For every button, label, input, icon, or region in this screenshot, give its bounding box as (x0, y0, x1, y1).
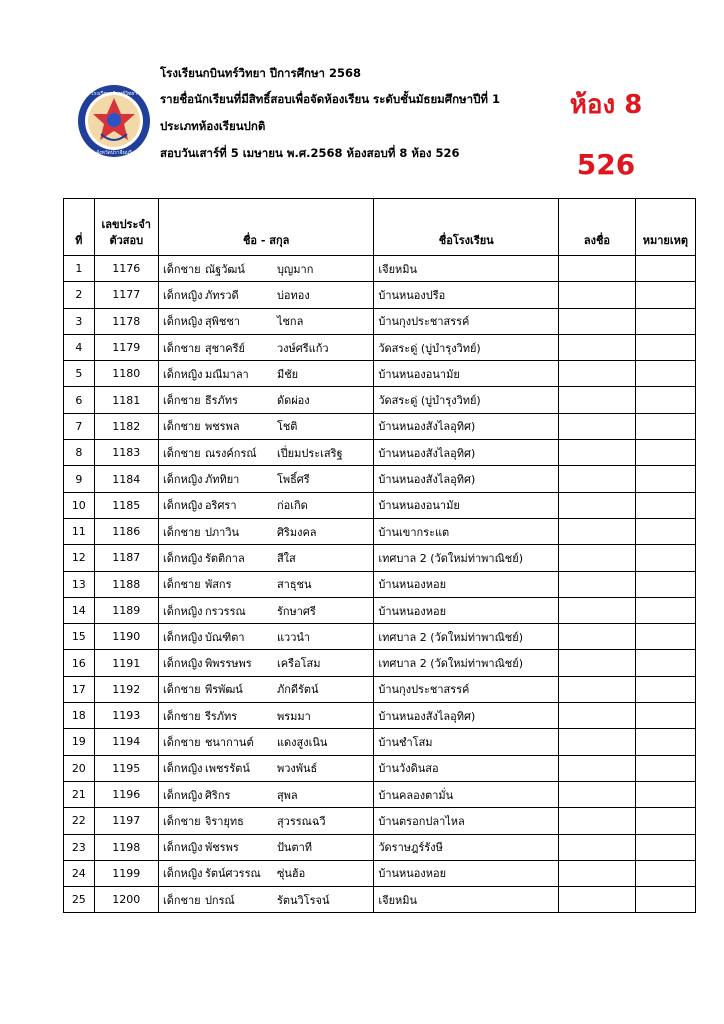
name-prefix: เด็กหญิง (162, 288, 203, 302)
signature-cell (559, 413, 636, 439)
name-prefix: เด็กหญิง (162, 551, 203, 565)
exam-id: 1187 (94, 545, 158, 571)
name-last: ศิริมงคล (276, 525, 317, 539)
name-prefix: เด็กชาย (162, 578, 201, 592)
student-name (158, 887, 373, 913)
name-prefix: เด็กหญิง (162, 630, 203, 644)
exam-id: 1181 (94, 387, 158, 413)
row-number: 6 (64, 387, 95, 413)
table-row (64, 545, 696, 571)
student-name (158, 334, 373, 360)
remarks-cell (635, 755, 695, 781)
table-row (64, 597, 696, 623)
school-name: วัดราษฎร์รังษี (374, 834, 559, 860)
school-name: บ้านหนองหอย (374, 571, 559, 597)
school-name: บ้านวังดินสอ (374, 755, 559, 781)
name-first: ชนากานต์ (204, 735, 254, 749)
student-name (158, 282, 373, 308)
signature-cell (559, 518, 636, 544)
name-prefix: เด็กชาย (162, 446, 201, 460)
name-first: พัสกร (204, 578, 232, 592)
name-prefix: เด็กชาย (162, 525, 201, 539)
school-name: บ้านหนองสังไลอุทิศ) (374, 703, 559, 729)
student-name (158, 729, 373, 755)
name-last: โชติ (276, 420, 298, 434)
signature-cell (559, 650, 636, 676)
name-last: มีชัย (276, 367, 299, 381)
school-name: วัดสระดู่ (บู่บำรุงวิทย์) (374, 387, 559, 413)
remarks-cell (635, 466, 695, 492)
exam-id: 1185 (94, 492, 158, 518)
name-first: เพชรรัตน์ (204, 762, 250, 776)
name-last: บุญมาก (276, 262, 314, 276)
exam-id: 1180 (94, 361, 158, 387)
name-first: ธีรภัทร (204, 394, 238, 408)
name-last: เครือโสม (276, 657, 321, 671)
name-first: รัตติกาล (204, 551, 245, 565)
exam-id: 1178 (94, 308, 158, 334)
table-row (64, 334, 696, 360)
header-exam-id-line2: ตัวสอบ (109, 234, 144, 247)
name-prefix: เด็กหญิง (162, 788, 203, 802)
name-prefix: เด็กชาย (162, 262, 201, 276)
exam-id: 1177 (94, 282, 158, 308)
logo-bottom-text: จังหวัดปราจีนบุรี (96, 150, 132, 156)
table-row (64, 518, 696, 544)
row-number: 24 (64, 860, 95, 886)
table-row (64, 308, 696, 334)
remarks-cell (635, 571, 695, 597)
name-first: สุพิชชา (204, 315, 241, 329)
school-name: บ้านชำโสม (374, 729, 559, 755)
school-name: บ้านหนองสังไลอุทิศ) (374, 413, 559, 439)
name-prefix: เด็กหญิง (162, 762, 203, 776)
exam-id: 1193 (94, 703, 158, 729)
header-name: ชื่อ - สกุล (158, 199, 373, 256)
exam-id: 1179 (94, 334, 158, 360)
remarks-cell (635, 361, 695, 387)
name-last: บ่อทอง (276, 288, 310, 302)
row-number: 17 (64, 676, 95, 702)
exam-id: 1197 (94, 808, 158, 834)
exam-id: 1183 (94, 440, 158, 466)
exam-id: 1191 (94, 650, 158, 676)
signature-cell (559, 755, 636, 781)
signature-cell (559, 808, 636, 834)
row-number: 2 (64, 282, 95, 308)
row-number: 14 (64, 597, 95, 623)
row-number: 18 (64, 703, 95, 729)
name-last: แววนำ (276, 630, 311, 644)
student-name (158, 361, 373, 387)
signature-cell (559, 361, 636, 387)
name-prefix: เด็กชาย (162, 683, 201, 697)
remarks-cell (635, 676, 695, 702)
student-name (158, 440, 373, 466)
name-prefix: เด็กหญิง (162, 315, 203, 329)
table-row (64, 834, 696, 860)
school-name: เจียหมิน (374, 256, 559, 282)
remarks-cell (635, 440, 695, 466)
student-name (158, 650, 373, 676)
table-row (64, 729, 696, 755)
table-row (64, 860, 696, 886)
row-number: 19 (64, 729, 95, 755)
remarks-cell (635, 729, 695, 755)
name-prefix: เด็กหญิง (162, 867, 203, 881)
remarks-cell (635, 834, 695, 860)
student-name (158, 256, 373, 282)
signature-cell (559, 466, 636, 492)
name-last: สาธุชน (276, 578, 312, 592)
table-row (64, 466, 696, 492)
name-last: วงษ์ศรีแก้ว (276, 341, 329, 355)
row-number: 13 (64, 571, 95, 597)
row-number: 4 (64, 334, 95, 360)
school-name: บ้านหนองอนามัย (374, 361, 559, 387)
name-first: ภัททิยา (204, 473, 240, 487)
remarks-cell (635, 808, 695, 834)
header-no: ที่ (64, 199, 95, 256)
name-last: ซุ่นฮ้อ (276, 867, 306, 881)
student-name (158, 518, 373, 544)
name-first: ณรงค์กรณ์ (204, 446, 257, 460)
school-name: บ้านหนองสังไลอุทิศ) (374, 440, 559, 466)
school-name: บ้านหนองหอย (374, 860, 559, 886)
name-prefix: เด็กหญิง (162, 473, 203, 487)
school-name: บ้านหนองปรือ (374, 282, 559, 308)
remarks-cell (635, 860, 695, 886)
exam-id: 1189 (94, 597, 158, 623)
row-number: 12 (64, 545, 95, 571)
school-name: บ้านหนองอนามัย (374, 492, 559, 518)
exam-id: 1198 (94, 834, 158, 860)
room-title: ห้อง 8 (569, 90, 643, 120)
exam-id: 1184 (94, 466, 158, 492)
signature-cell (559, 440, 636, 466)
table-row (64, 808, 696, 834)
table-row (64, 781, 696, 807)
signature-cell (559, 624, 636, 650)
header-remarks: หมายเหตุ (635, 199, 695, 256)
name-last: สีใส (276, 551, 296, 565)
school-year-line: โรงเรียนกบินทร์วิทยา ปีการศึกษา 2568 (160, 66, 362, 80)
signature-cell (559, 860, 636, 886)
exam-date-line: สอบวันเสาร์ที่ 5 เมษายน พ.ศ.2568 ห้องสอบที่ 8 ห้อง 526 (160, 146, 460, 160)
exam-id: 1192 (94, 676, 158, 702)
exam-id: 1195 (94, 755, 158, 781)
table-row (64, 703, 696, 729)
school-name: บ้านหนองสังไลอุทิศ) (374, 466, 559, 492)
student-name (158, 571, 373, 597)
student-name (158, 834, 373, 860)
table-row (64, 282, 696, 308)
row-number: 16 (64, 650, 95, 676)
exam-id: 1186 (94, 518, 158, 544)
name-prefix: เด็กชาย (162, 341, 201, 355)
name-first: รีรภัทร (204, 709, 238, 723)
signature-cell (559, 703, 636, 729)
header-school: ชื่อโรงเรียน (374, 199, 559, 256)
student-name (158, 703, 373, 729)
table-row (64, 361, 696, 387)
table-row (64, 387, 696, 413)
school-name: บ้านเขากระแต (374, 518, 559, 544)
remarks-cell (635, 650, 695, 676)
remarks-cell (635, 545, 695, 571)
name-first: พิพรรษพร (204, 657, 252, 671)
school-emblem-icon (77, 84, 151, 158)
name-last: ก่อเกิด (276, 499, 308, 513)
remarks-cell (635, 597, 695, 623)
student-name (158, 755, 373, 781)
exam-id: 1176 (94, 256, 158, 282)
signature-cell (559, 729, 636, 755)
school-name: บ้านตรอกปลาไหล (374, 808, 559, 834)
student-name (158, 466, 373, 492)
signature-cell (559, 676, 636, 702)
exam-id: 1196 (94, 781, 158, 807)
signature-cell (559, 545, 636, 571)
remarks-cell (635, 282, 695, 308)
signature-cell (559, 492, 636, 518)
exam-id: 1190 (94, 624, 158, 650)
logo-top-text: โรงเรียนกบินทร์วิทยา (91, 91, 137, 97)
name-last: ดัดผ่อง (276, 394, 310, 408)
name-first: พัชรพร (204, 841, 239, 855)
row-number: 3 (64, 308, 95, 334)
remarks-cell (635, 781, 695, 807)
remarks-cell (635, 703, 695, 729)
remarks-cell (635, 624, 695, 650)
signature-cell (559, 887, 636, 913)
signature-cell (559, 334, 636, 360)
signature-cell (559, 308, 636, 334)
table-row (64, 650, 696, 676)
student-name (158, 413, 373, 439)
header-signature: ลงชื่อ (559, 199, 636, 256)
name-last: สุพล (276, 788, 298, 802)
school-name: บ้านกุงประชาสรรค์ (374, 308, 559, 334)
signature-cell (559, 597, 636, 623)
student-name (158, 308, 373, 334)
table-row (64, 571, 696, 597)
row-number: 11 (64, 518, 95, 544)
remarks-cell (635, 887, 695, 913)
name-last: รักษาศรี (276, 604, 316, 618)
row-number: 25 (64, 887, 95, 913)
room-number: 526 (576, 148, 636, 181)
remarks-cell (635, 334, 695, 360)
name-first: อริศรา (204, 499, 237, 513)
signature-cell (559, 834, 636, 860)
name-prefix: เด็กหญิง (162, 499, 203, 513)
row-number: 10 (64, 492, 95, 518)
name-prefix: เด็กชาย (162, 893, 201, 907)
school-name: เทศบาล 2 (วัดใหม่ท่าพาณิชย์) (374, 650, 559, 676)
school-name: เทศบาล 2 (วัดใหม่ท่าพาณิชย์) (374, 545, 559, 571)
name-prefix: เด็กชาย (162, 420, 201, 434)
row-number: 20 (64, 755, 95, 781)
name-first: ศิริกร (204, 788, 231, 802)
exam-id: 1182 (94, 413, 158, 439)
student-name (158, 808, 373, 834)
table-row (64, 492, 696, 518)
name-prefix: เด็กชาย (162, 814, 201, 828)
name-last: ไชกล (276, 315, 304, 329)
signature-cell (559, 256, 636, 282)
school-name: บ้านหนองหอย (374, 597, 559, 623)
student-name (158, 676, 373, 702)
name-last: โพธิ์ศรี (276, 473, 310, 487)
table-row (64, 413, 696, 439)
student-name (158, 545, 373, 571)
name-prefix: เด็กหญิง (162, 657, 203, 671)
name-prefix: เด็กหญิง (162, 604, 203, 618)
student-name (158, 860, 373, 886)
class-type-line: ประเภทห้องเรียนปกติ (160, 119, 266, 133)
student-name (158, 492, 373, 518)
name-first: รัตน์ศวรรณ (204, 867, 261, 881)
school-name: บ้านกุงประชาสรรค์ (374, 676, 559, 702)
name-last: สุวรรณฉวี (276, 814, 326, 828)
student-name (158, 597, 373, 623)
table-row (64, 676, 696, 702)
signature-cell (559, 781, 636, 807)
name-last: ภักดีรัตน์ (276, 683, 319, 697)
remarks-cell (635, 308, 695, 334)
exam-id: 1194 (94, 729, 158, 755)
name-first: มณีมาลา (204, 367, 249, 381)
exam-id: 1199 (94, 860, 158, 886)
row-number: 23 (64, 834, 95, 860)
name-first: ปภาวิน (204, 525, 240, 539)
row-number: 9 (64, 466, 95, 492)
name-last: เปี่ยมประเสริฐ (276, 446, 343, 460)
student-name (158, 387, 373, 413)
row-number: 7 (64, 413, 95, 439)
remarks-cell (635, 387, 695, 413)
table-row (64, 440, 696, 466)
school-name: เจียหมิน (374, 887, 559, 913)
row-number: 15 (64, 624, 95, 650)
name-prefix: เด็กชาย (162, 394, 201, 408)
row-number: 1 (64, 256, 95, 282)
student-roster-table (63, 198, 696, 913)
remarks-cell (635, 256, 695, 282)
row-number: 22 (64, 808, 95, 834)
header-exam-id-line1: เลขประจำ (101, 218, 151, 231)
remarks-cell (635, 492, 695, 518)
name-last: แดงสูงเนิน (276, 735, 328, 749)
row-number: 5 (64, 361, 95, 387)
remarks-cell (635, 518, 695, 544)
name-first: บัณฑิตา (204, 630, 245, 644)
name-first: พีรพัฒน์ (204, 683, 243, 697)
exam-id: 1188 (94, 571, 158, 597)
table-body (64, 256, 696, 913)
name-last: พรมมา (276, 709, 311, 723)
school-name: เทศบาล 2 (วัดใหม่ท่าพาณิชย์) (374, 624, 559, 650)
signature-cell (559, 282, 636, 308)
name-first: ณัฐวัฒน์ (204, 262, 245, 276)
row-number: 8 (64, 440, 95, 466)
remarks-cell (635, 413, 695, 439)
signature-cell (559, 387, 636, 413)
name-first: ภัทรวดี (204, 288, 239, 302)
header-exam-id (94, 199, 158, 256)
name-first: สุชาครีย์ (204, 341, 246, 355)
name-last: ปันตาที (276, 841, 313, 855)
name-last: รัตนวิโรจน์ (276, 893, 330, 907)
name-prefix: เด็กหญิง (162, 841, 203, 855)
name-prefix: เด็กชาย (162, 735, 201, 749)
name-first: พชรพล (204, 420, 240, 434)
signature-cell (559, 571, 636, 597)
name-first: ปกรณ์ (204, 893, 235, 907)
list-title-line: รายชื่อนักเรียนที่มีสิทธิ์สอบเพื่อจัดห้องเรียน ระดับชั้นมัธยมศึกษาปีที่ 1 (160, 92, 500, 106)
name-first: จิรายุทธ (204, 814, 244, 828)
name-first: กรวรรณ (204, 604, 246, 618)
table-row (64, 755, 696, 781)
name-prefix: เด็กชาย (162, 709, 201, 723)
student-name (158, 781, 373, 807)
exam-id: 1200 (94, 887, 158, 913)
school-name: บ้านคลองตามั่น (374, 781, 559, 807)
name-last: พวงพันธ์ (276, 762, 318, 776)
table-row (64, 887, 696, 913)
row-number: 21 (64, 781, 95, 807)
table-header-row (64, 199, 696, 256)
student-name (158, 624, 373, 650)
table-row (64, 256, 696, 282)
table-row (64, 624, 696, 650)
name-prefix: เด็กหญิง (162, 367, 203, 381)
school-name: วัดสระดู่ (บู่บำรุงวิทย์) (374, 334, 559, 360)
